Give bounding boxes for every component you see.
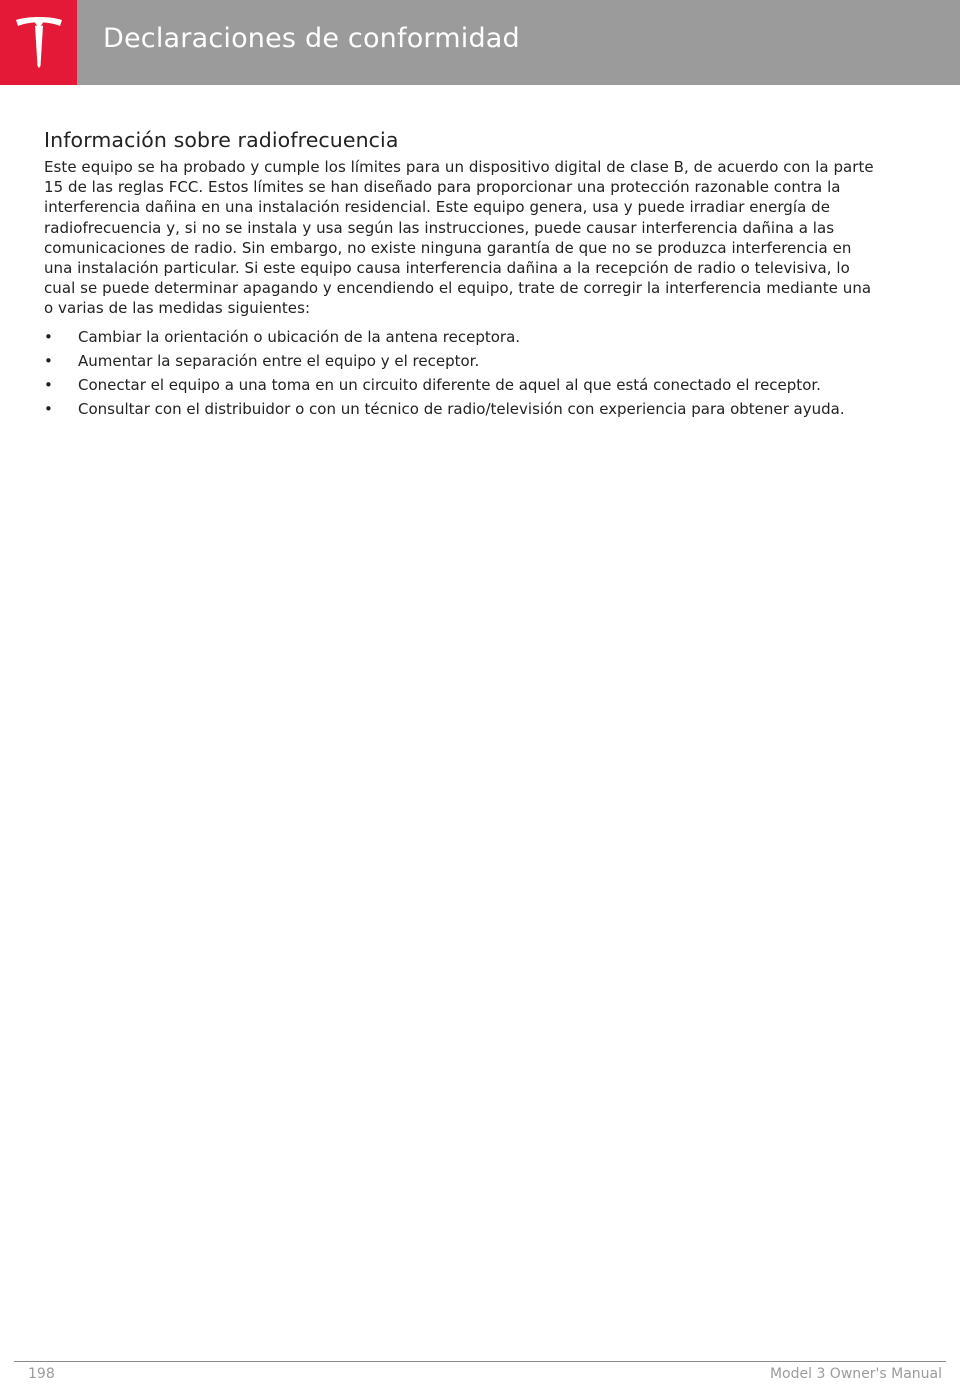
tesla-logo bbox=[0, 0, 77, 85]
bullet-icon: • bbox=[44, 351, 53, 370]
bullet-icon: • bbox=[44, 327, 53, 346]
list-item-text: Cambiar la orientación o ubicación de la antena receptora. bbox=[78, 327, 521, 346]
footer-divider bbox=[14, 1361, 946, 1362]
bullet-icon: • bbox=[44, 400, 53, 419]
section-heading: Información sobre radiofrecuencia bbox=[44, 128, 399, 152]
list-item-text: Consultar con el distribuidor o con un técnico de radio/televisión con experiencia para obtener ayuda. bbox=[78, 400, 845, 419]
list-item bbox=[44, 399, 874, 419]
page-number: 198 bbox=[28, 1366, 55, 1382]
bullet-icon: • bbox=[44, 376, 53, 395]
list-item-text: Conectar el equipo a una toma en un circuito diferente de aquel al que está conectado el receptor. bbox=[78, 376, 821, 395]
list-item bbox=[44, 351, 874, 371]
list-item bbox=[44, 375, 874, 395]
list-item-text: Aumentar la separación entre el equipo y el receptor. bbox=[78, 351, 480, 370]
page-title: Declaraciones de conformidad bbox=[103, 23, 520, 54]
measures-list bbox=[44, 327, 874, 420]
tesla-logo-icon bbox=[14, 14, 64, 72]
body-paragraph: Este equipo se ha probado y cumple los límites para un dispositivo digital de clase B, de acuerdo con la parte 15 de las reglas FCC. Estos límites se han diseñado para proporcionar una protección razonable contra la interferencia dañina en una instalación residencial. Este equipo genera, usa y puede irradiar energía de radiofrecuencia y, si no se instala y usa según las instrucciones, puede causar interferencia dañina a las comunicaciones de radio. Sin embargo, no existe ninguna garantía de que no se produzca interferencia en una instalación particular. Si este equipo causa interferencia dañina a la recepción de radio o televisiva, lo cual se puede determinar apagando y encendiendo el equipo, trate de corregir la interferencia mediante una o varias de las medidas siguientes: bbox=[44, 158, 874, 318]
manual-name: Model 3 Owner's Manual bbox=[769, 1366, 942, 1382]
list-item bbox=[44, 327, 874, 347]
main-content bbox=[44, 128, 874, 423]
header-bar bbox=[77, 0, 960, 85]
